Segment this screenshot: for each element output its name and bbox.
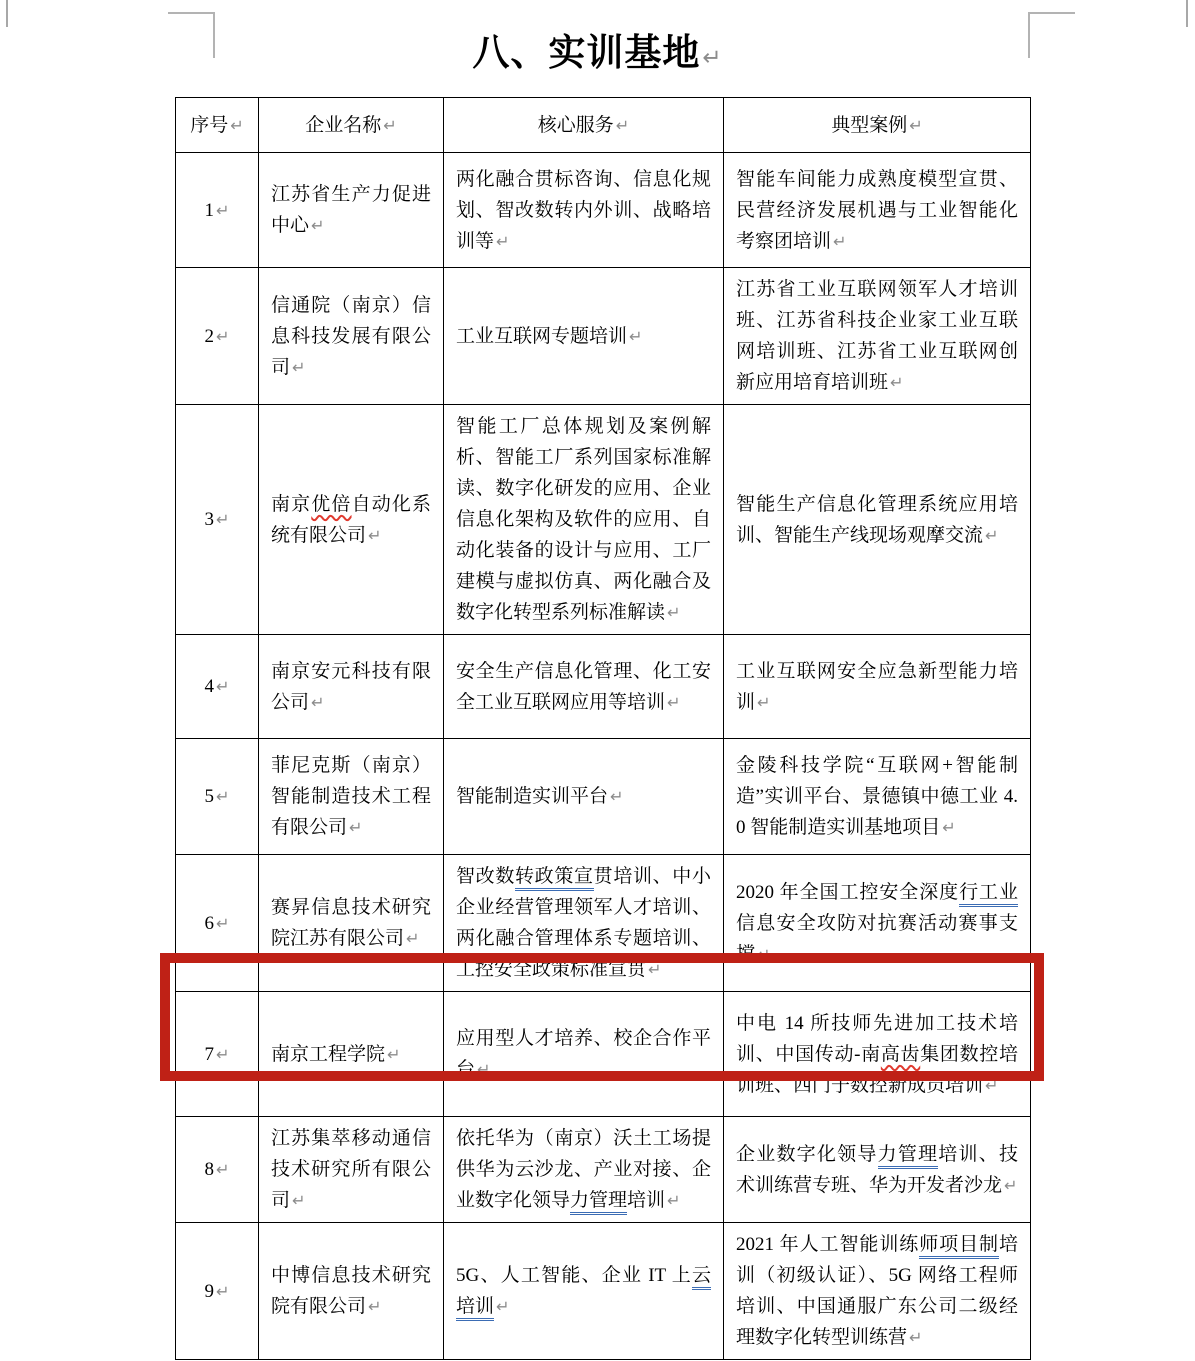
text-run: 培训、技术训练营专班、华为开发者沙龙: [736, 1143, 1018, 1196]
text-run: 智能生产信息化管理系统应用培训、智能生产线现场观摩交流: [736, 493, 1018, 546]
row-number: 4: [204, 676, 214, 697]
text-run: 江苏集萃移动通信技术研究所有限公司: [271, 1128, 431, 1211]
cell-no: [176, 153, 259, 268]
cell-core-services: [444, 992, 724, 1117]
table-row-7-highlighted: [176, 992, 1031, 1117]
cell-no: [176, 405, 259, 635]
text-run: 两化融合贯标咨询、信息化规划、智改数转内外训、战略培训等: [456, 168, 711, 252]
table-row-8: [176, 1117, 1031, 1223]
header-cell-0: [176, 98, 259, 153]
cell-enterprise-name: [259, 1223, 444, 1360]
header-label: 序号: [190, 114, 229, 136]
paragraph-mark: ↵: [311, 692, 325, 712]
row-number: 1: [204, 199, 214, 221]
text-run: 2021 年人工智能训练: [736, 1234, 920, 1255]
header-cell-3: [724, 98, 1031, 153]
text-run-red-underline: 优倍: [311, 493, 352, 515]
paragraph-mark: ↵: [477, 1060, 491, 1079]
paragraph-mark: ↵: [757, 692, 771, 712]
table-row-1: [176, 153, 1031, 268]
header-label: 典型案例: [831, 114, 908, 136]
cell-no: [176, 739, 259, 855]
text-run: 5G、人工智能、企业 IT 上: [456, 1265, 692, 1286]
text-run: 工业互联网安全应急新型能力培训: [736, 660, 1018, 713]
table-row-6: [176, 855, 1031, 992]
row-number: 2: [204, 325, 214, 347]
text-run-blue-underline: 行工业: [959, 882, 1018, 907]
cell-core-services: [444, 1117, 724, 1223]
cell-enterprise-name: [259, 992, 444, 1117]
text-run: 依托华为（南京）沃土工场提供华为云沙龙、产业对接、企业数字化领导: [456, 1128, 711, 1211]
cell-typical-cases: [724, 268, 1031, 405]
paragraph-mark: ↵: [909, 1328, 923, 1347]
paragraph-mark: ↵: [496, 1297, 510, 1316]
cell-typical-cases: [724, 739, 1031, 855]
table-body: [176, 153, 1031, 1360]
cell-core-services: [444, 153, 724, 268]
text-run: 应用型人才培养、校企合作平台: [456, 1028, 711, 1080]
paragraph-mark: ↵: [1004, 1175, 1018, 1195]
text-run-blue-underline: 师项目制: [919, 1234, 999, 1259]
table-row-2: [176, 268, 1031, 405]
text-run: 培训: [627, 1190, 666, 1211]
text-run: 智能车间能力成熟度模型宣贯、民营经济发展机遇与工业智能化考察团培训: [736, 168, 1018, 252]
text-run: 中博信息技术研究院有限公司: [271, 1265, 431, 1317]
paragraph-mark: ↵: [215, 677, 230, 696]
text-run: 2020 年全国工控安全深度: [736, 881, 960, 903]
paragraph-mark: ↵: [230, 115, 244, 135]
text-run: 工业互联网专题培训: [456, 325, 628, 347]
text-run: 智改数: [456, 866, 515, 887]
text-run: 企业数字化领导: [736, 1143, 878, 1165]
paragraph-mark: ↵: [368, 525, 382, 545]
cell-no: [176, 268, 259, 405]
paragraph-mark: ↵: [890, 373, 904, 392]
row-number: 7: [204, 1043, 214, 1065]
text-run: 智能工厂总体规划及案例解析、智能工厂系列国家标准解读、数字化研发的应用、企业信息化架构及软件的应用、自动化装备的设计与应用、工厂建模与虚拟仿真、两化融合及数字化转型系列标准解读: [456, 416, 711, 623]
paragraph-mark: ↵: [667, 692, 681, 712]
paragraph-mark: ↵: [387, 1044, 401, 1064]
paragraph-mark: ↵: [610, 787, 624, 806]
paragraph-mark: ↵: [909, 115, 923, 135]
paragraph-mark: ↵: [629, 326, 643, 346]
text-run: 贯培训、中小企业经营管理领军人才培训、两化融合管理体系专题培训、工控安全政策标准宣贯: [456, 866, 711, 980]
cell-core-services: [444, 855, 724, 992]
cell-typical-cases: [724, 635, 1031, 739]
paragraph-mark: ↵: [215, 1281, 230, 1301]
section-title-row: [0, 22, 1195, 76]
paragraph-mark: ↵: [215, 510, 230, 529]
cell-no: [176, 635, 259, 739]
header-label: 核心服务: [537, 114, 614, 136]
text-run: 南京安元科技有限公司: [271, 660, 431, 713]
paragraph-mark: ↵: [985, 525, 999, 545]
cell-no: [176, 1117, 259, 1223]
paragraph-mark: ↵: [215, 1160, 230, 1179]
text-run: 中电 14 所技师先进加工技术培训、中国传动-南: [736, 1012, 1018, 1065]
text-run: 江苏省工业互联网领军人才培训班、江苏省科技企业家工业互联网培训班、江苏省工业互联网创新应用培育培训班: [736, 279, 1018, 393]
text-run: 自动化系统有限公司: [271, 493, 431, 546]
text-run: 信息安全攻防对抗赛活动赛事支撑: [736, 912, 1018, 965]
cell-core-services: [444, 268, 724, 405]
cell-typical-cases: [724, 992, 1031, 1117]
text-run-blue-underline: 转政策宣: [515, 866, 594, 891]
cell-enterprise-name: [259, 405, 444, 635]
paragraph-mark: ↵: [311, 216, 325, 235]
header-label: 企业名称: [305, 114, 382, 136]
text-run: 南京: [271, 493, 312, 515]
paragraph-mark: ↵: [833, 231, 847, 251]
row-number: 6: [204, 912, 214, 934]
page-title: 八、实训基地↵: [472, 32, 723, 73]
header-cell-2: [444, 98, 724, 153]
text-run: 安全生产信息化管理、化工安全工业互联网应用等培训: [456, 660, 711, 713]
cell-enterprise-name: [259, 855, 444, 992]
cell-enterprise-name: [259, 635, 444, 739]
row-number: 8: [204, 1159, 214, 1180]
paragraph-mark: ↵: [215, 1044, 230, 1064]
row-number: 5: [204, 786, 214, 807]
table-row-9: [176, 1223, 1031, 1360]
paragraph-mark: ↵: [349, 818, 363, 837]
cell-no: [176, 855, 259, 992]
text-run-blue-underline: 云培训: [456, 1265, 711, 1321]
paragraph-mark: ↵: [942, 818, 956, 837]
header-row: [176, 98, 1031, 153]
header-cell-1: [259, 98, 444, 153]
paragraph-mark: ↵: [383, 115, 397, 135]
table-row-3: [176, 405, 1031, 635]
cell-typical-cases: [724, 153, 1031, 268]
text-run: 智能制造实训平台: [456, 786, 609, 807]
paragraph-mark: ↵: [215, 913, 230, 933]
text-run: 江苏省生产力促进中心: [271, 184, 431, 236]
cell-core-services: [444, 405, 724, 635]
text-run-blue-underline: 力管理: [878, 1144, 939, 1169]
cell-core-services: [444, 739, 724, 855]
text-run: 南京工程学院: [271, 1043, 386, 1065]
paragraph-mark: ↵: [406, 929, 420, 948]
cell-enterprise-name: [259, 268, 444, 405]
table-row-5: [176, 739, 1031, 855]
paragraph-mark: ↵: [757, 944, 771, 964]
row-number: 3: [204, 509, 214, 530]
cell-core-services: [444, 1223, 724, 1360]
text-run-blue-underline: 力管理: [570, 1190, 627, 1215]
cell-typical-cases: [724, 1117, 1031, 1223]
paragraph-mark: ↵: [215, 200, 230, 220]
paragraph-mark: ↵: [667, 1191, 681, 1210]
paragraph-mark: ↵: [368, 1297, 382, 1316]
paragraph-mark: ↵: [292, 1191, 306, 1210]
text-run: 菲尼克斯（南京）智能制造技术工程有限公司: [271, 755, 431, 838]
paragraph-mark: ↵: [496, 231, 510, 251]
cell-no: [176, 1223, 259, 1360]
cell-typical-cases: [724, 855, 1031, 992]
cell-enterprise-name: [259, 1117, 444, 1223]
paragraph-mark: ↵: [215, 326, 230, 346]
paragraph-mark: ↵: [667, 603, 681, 622]
cell-enterprise-name: [259, 153, 444, 268]
text-run: 信通院（南京）信息科技发展有限公司: [271, 294, 431, 378]
cell-typical-cases: [724, 405, 1031, 635]
text-run: 集团数控培训班、西门子数控新成员培训: [736, 1043, 1018, 1096]
cell-enterprise-name: [259, 739, 444, 855]
paragraph-mark: ↵: [215, 787, 230, 806]
cell-core-services: [444, 635, 724, 739]
training-base-table: [175, 97, 1031, 1360]
text-run: 赛昇信息技术研究院江苏有限公司: [271, 897, 431, 949]
text-run-red-underline: 高齿: [880, 1043, 921, 1065]
text-run: 培训（初级认证）、5G 网络工程师培训、中国通服广东公司二级经理数字化转型训练营: [736, 1234, 1018, 1348]
paragraph-mark: ↵: [615, 115, 630, 135]
cell-no: [176, 992, 259, 1117]
text-run: 金陵科技学院“互联网+智能制造”实训平台、景德镇中德工业 4.0 智能制造实训基地项目: [736, 755, 1018, 838]
row-number: 9: [204, 1280, 214, 1302]
paragraph-mark: ↵: [702, 45, 723, 71]
paragraph-mark: ↵: [985, 1075, 999, 1095]
paragraph-mark: ↵: [648, 960, 662, 979]
table-row-4: [176, 635, 1031, 739]
table-header: [176, 98, 1031, 153]
cell-typical-cases: [724, 1223, 1031, 1360]
paragraph-mark: ↵: [292, 357, 306, 377]
